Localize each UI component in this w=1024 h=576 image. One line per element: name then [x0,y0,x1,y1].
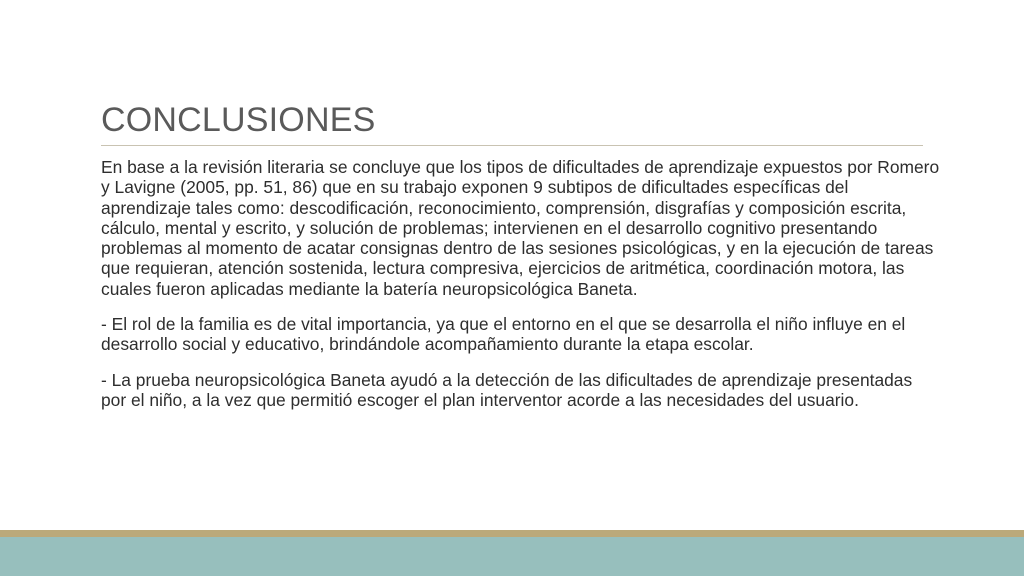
paragraph-family-role: - El rol de la familia es de vital importancia, ya que el entorno en el que se desarrolla el niño influye en el desarrollo social y educativo, brindándole acompañamiento durante la etapa escolar. [101,314,906,355]
footer-accent-stripe [0,530,1024,537]
footer-band [0,537,1024,576]
slide-body [101,157,941,425]
paragraph-literature-review: En base a la revisión literaria se concluye que los tipos de dificultades de aprendizaje expuestos por Romero y Lavigne (2005, pp. 51, 86) que en su trabajo exponen 9 subtipos de dificultades específicas del aprendizaje tales como: descodificación, reconocimiento, comprensión, disgrafías y composición escrita, cálculo, mental y escrito, y solución de problemas; intervienen en el desarrollo cognitivo presentando problemas al momento de acatar consignas dentro de las sesiones psicológicas, y en la ejecución de tareas que requieran, atención sostenida, lectura compresiva, ejercicios de aritmética, coordinación motora, las cuales fueron aplicadas mediante la batería neuropsicológica Baneta. [101,157,940,299]
title-divider [101,145,923,146]
slide-title: CONCLUSIONES [101,101,376,139]
paragraph-baneta-test: - La prueba neuropsicológica Baneta ayudó a la detección de las dificultades de aprendizaje presentadas por el niño, a la vez que permitió escoger el plan interventor acorde a las necesidades del usuario. [101,369,913,410]
